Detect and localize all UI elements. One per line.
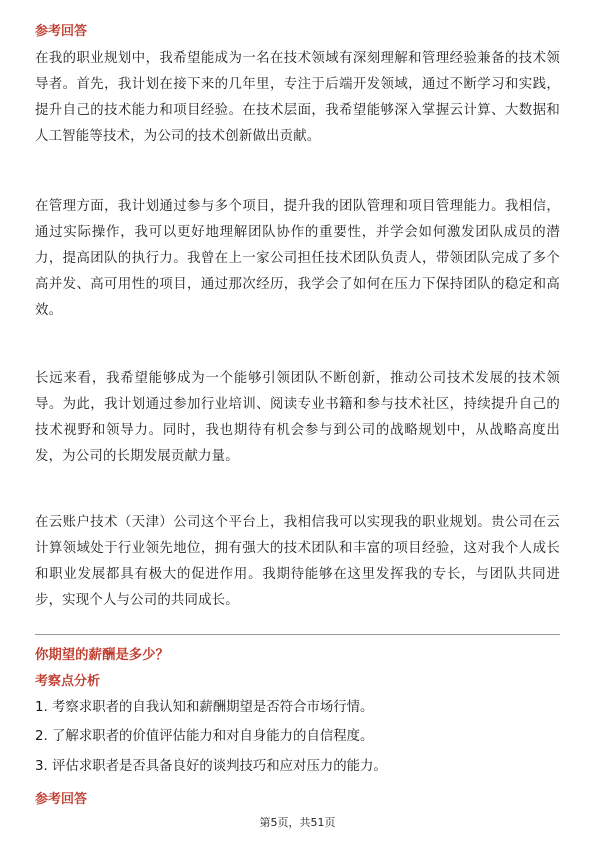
paragraph-company-fit: 在云账户技术（天津）公司这个平台上，我相信我可以实现我的职业规划。贵公司在云计算领域处于行业领先地位，拥有强大的技术团队和丰富的项目经验，这对我个人成长和职业发展都具有极大的促进作用。我期待能够在这里发挥我的专长，与团队共同进步，实现个人与公司的共同成长。 — [35, 515, 560, 608]
paragraph-long-term: 长远来看，我希望能够成为一个能够引领团队不断创新，推动公司技术发展的技术领导。为此，我计划通过参加行业培训、阅读专业书籍和参与技术社区，持续提升自己的技术视野和领导力。同时，我也期待有机会参与到公司的战略规划中，从战略高度出发，为公司的长期发展贡献力量。 — [35, 371, 560, 464]
analysis-point-1: 1. 考察求职者的自我认知和薪酬期望是否符合市场行情。 — [35, 700, 374, 715]
answer-heading: 参考回答 — [35, 792, 88, 807]
analysis-point-2: 2. 了解求职者的价值评估能力和对自身能力的自信程度。 — [35, 729, 374, 744]
question-title: 你期望的薪酬是多少？ — [35, 648, 169, 663]
page-number: 第5页，共51页 — [259, 816, 336, 829]
analysis-point-3: 3. 评估求职者是否具备良好的谈判技巧和应对压力的能力。 — [35, 759, 387, 774]
analysis-heading: 考察点分析 — [35, 674, 101, 689]
reference-answer-heading: 参考回答 — [35, 24, 88, 39]
paragraph-career-plan: 在我的职业规划中，我希望能成为一名在技术领域有深刻理解和管理经验兼备的技术领导者。首先，我计划在接下来的几年里，专注于后端开发领域，通过不断学习和实践，提升自己的技术能力和项目经验。在技术层面，我希望能够深入掌握云计算、大数据和人工智能等技术，为公司的技术创新做出贡献。 — [35, 51, 560, 144]
paragraph-management: 在管理方面，我计划通过参与多个项目，提升我的团队管理和项目管理能力。我相信，通过实际操作，我可以更好地理解团队协作的重要性，并学会如何激发团队成员的潜力，提高团队的执行力。我曾在上一家公司担任技术团队负责人，带领团队完成了多个高并发、高可用性的项目，通过那次经历，我学会了如何在压力下保持团队的稳定和高效。 — [35, 199, 560, 318]
section-divider — [35, 634, 560, 635]
